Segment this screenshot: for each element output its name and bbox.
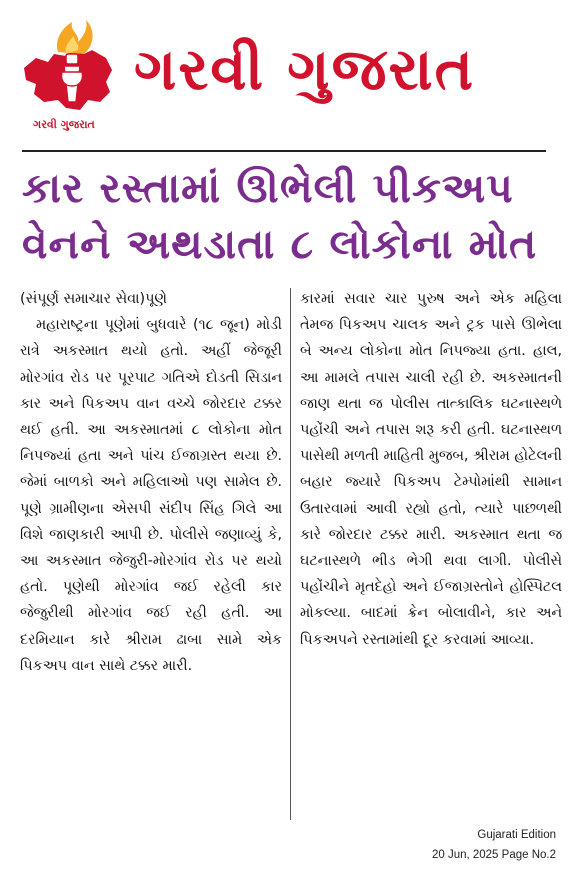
column-divider (290, 288, 291, 820)
masthead (0, 0, 568, 150)
dateline: (સંપૂર્ણ સમાચાર સેવા)પૂણે (20, 291, 167, 307)
headline-line-1: કાર રસ્તામાં ઊભેલી પીકઅપ (22, 164, 514, 212)
headline (22, 160, 552, 272)
article-paragraph: મહારાષ્ટ્રના પૂણેમાં બુધવારે (૧૮ જૂન) મોડી રાત્રે અકસ્માત થયો હતો. અહીં જેજૂરી મોરગાંવ રોડ પર પૂરપાટ ગતિએ દોડતી સિડાન કાર અને પિકઅપ વાન વચ્ચે જોરદાર ટક્કર થઈ હતી. આ અકસ્માતમાં ૮ લોકોના મોત નિપજ્યાં હતા અને પાંચ ઈજાગ્રસ્ત થયા છે. જેમાં બાળકો અને મહિલાઓ પણ સામેલ છે. પૂણે ગ્રામીણના એસપી સંદીપ સિંહ ગિલે આ વિશે જાણકારી આપી છે. પોલીસે જણાવ્યું કે, આ અકસ્માત જેજુરી-મોરગાંવ રોડ પર થયો હતો. પૂણેથી મોરગાંવ જઈ રહેલી કાર જેજુરીથી મોરગાંવ જઈ રહી હતી. આ દરમિયાન કારે શ્રીરામ ઢાબા સામે એક પિકઅપ વાન સાથે ટક્કર મારી. (20, 317, 282, 674)
article-paragraph: કારમાં સવાર ચાર પુરુષ અને એક મહિલા તેમજ પિકઅપ ચાલક અને ટ્રક પાસે ઊભેલા બે અન્ય લોકોના મોત નિપજ્યા હતા. હાલ, આ મામલે તપાસ ચાલી રહી છે. અકસ્માતની જાણ થતા જ પોલીસ તાત્કાલિક ઘટનાસ્થળે પહોંચી અને તપાસ શરૂ કરી હતી. ઘટનાસ્થળ પાસેથી મળતી માહિતી મુજબ, શ્રીરામ હોટેલની બહાર જ્યારે પિકઅપ ટેમ્પોમાંથી સામાન ઉતારવામાં આવી રહ્યો હતો, ત્યારે પાછળથી કારે જોરદાર ટક્કર મારી. અકસ્માત થતા જ ઘટનાસ્થળે ભીડ ભેગી થવા લાગી. પોલીસે પહોંચીને મૃતદેહો અને ઈજાગ્રસ્તોને હોસ્પિટલ મોકલ્યા. બાદમાં ક્રેન બોલાવીને, કાર અને પિકઅપને રસ્તામાંથી દૂર કરવામાં આવ્યા. (300, 291, 562, 648)
brand-name: ગરવી ગુજરાત (134, 35, 476, 103)
edition-label: Gujarati Edition (477, 829, 556, 841)
headline-line-2: વેનને અથડાતા ૮ લોકોના મોત (22, 220, 538, 268)
date-page-label: 20 Jun, 2025 Page No.2 (431, 849, 556, 861)
article-column-right (300, 286, 562, 653)
article-column-left (20, 286, 282, 679)
logo-caption: ગરવી ગુજરાત (33, 118, 95, 131)
masthead-divider (22, 150, 546, 152)
